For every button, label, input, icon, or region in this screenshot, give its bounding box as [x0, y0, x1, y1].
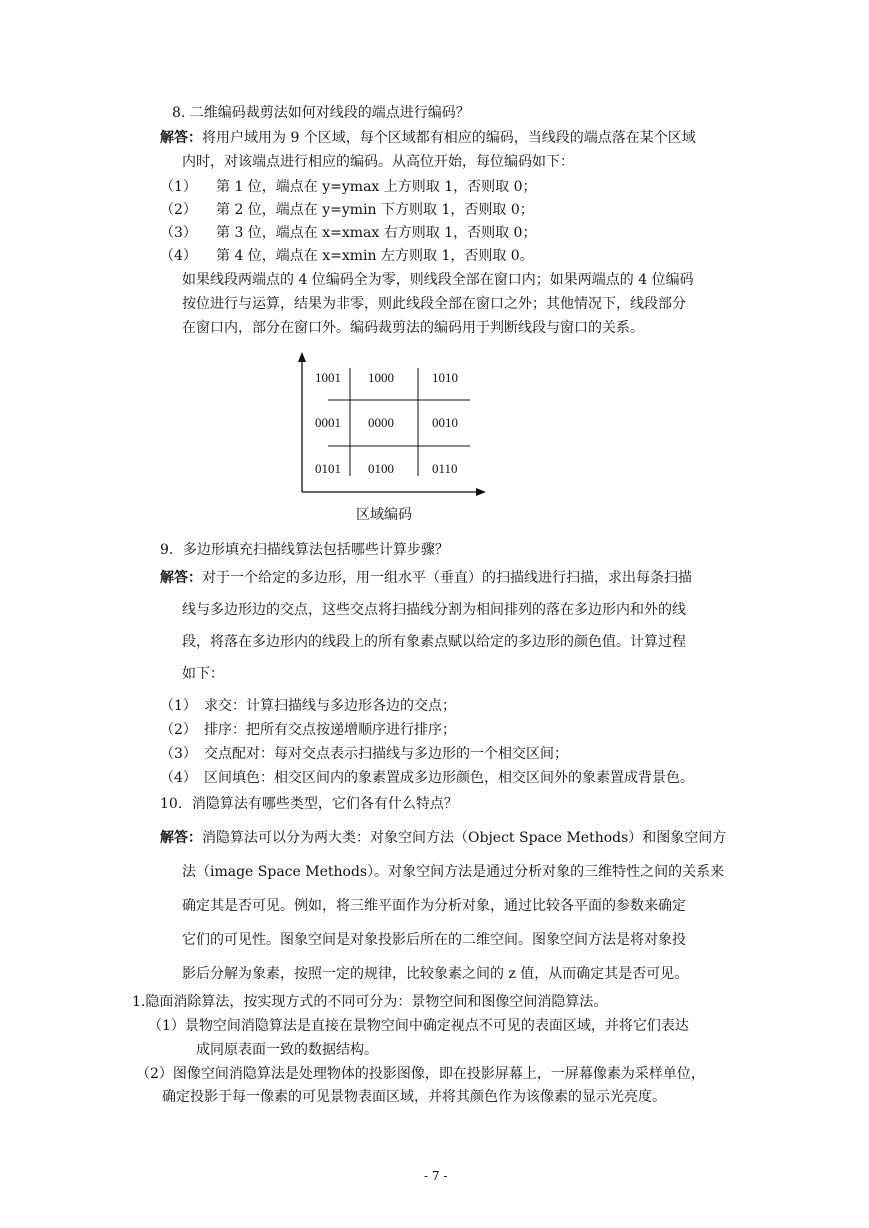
q8-answer-line-1 — [160, 128, 696, 148]
q8-answer-line-2: 内时，对该端点进行相应的编码。从高位开始，每位编码如下： — [182, 154, 574, 170]
q8-item-4-num: （4） — [160, 248, 197, 264]
q9-answer-line-1 — [160, 568, 692, 588]
answer-label: 解答： — [160, 830, 202, 846]
q9-item-3-num: （3） — [160, 746, 197, 762]
answer-text: 将用户域用为 9 个区域，每个区域都有相应的编码，当线段的端点落在某个区域 — [202, 130, 696, 146]
q8-item-1-num: （1） — [160, 179, 197, 195]
code-0010: 0010 — [432, 415, 458, 430]
code-0100: 0100 — [368, 461, 394, 476]
q9-answer-line-3: 段，将落在多边形内的线段上的所有象素点赋以给定的多边形的颜色值。计算过程 — [182, 634, 686, 650]
answer-label: 解答： — [160, 130, 202, 146]
diagram-caption: 区域编码 — [356, 507, 412, 523]
q9-question: 9．多边形填充扫描线算法包括哪些计算步骤？ — [160, 542, 449, 558]
q10-answer-line-2: 法（image Space Methods）。对象空间方法是通过分析对象的三维特性之间的关系来 — [182, 864, 725, 880]
q8-item-1-text: 第 1 位，端点在 y=ymax 上方则取 1，否则取 0； — [216, 179, 537, 195]
q8-para-line-1: 如果线段两端点的 4 位编码全为零，则线段全部在窗口内；如果两端点的 4 位编码 — [182, 272, 694, 288]
answer-label: 解答： — [160, 570, 202, 586]
q8-item-2-text: 第 2 位，端点在 y=ymin 下方则取 1，否则取 0； — [216, 202, 534, 218]
q10-question: 10．消隐算法有哪些类型，它们各有什么特点？ — [160, 796, 458, 812]
q9-item-4-text: 区间填色：相交区间内的象素置成多边形颜色，相交区间外的象素置成背景色。 — [204, 770, 694, 786]
extra-line-5: 确定投影于每一像素的可见景物表面区域，并将其颜色作为该像素的显示光亮度。 — [162, 1089, 666, 1105]
q10-answer-line-4: 它们的可见性。图象空间是对象投影后所在的二维空间。图象空间方法是将对象投 — [182, 932, 686, 948]
q9-item-1-text: 求交：计算扫描线与多边形各边的交点； — [204, 698, 456, 714]
code-0110: 0110 — [432, 461, 458, 476]
q9-answer-line-4: 如下： — [182, 666, 224, 682]
code-1001: 1001 — [315, 370, 341, 385]
code-1000: 1000 — [368, 370, 394, 385]
q9-item-1-num: （1） — [160, 698, 197, 714]
code-0000: 0000 — [368, 415, 394, 430]
code-0101: 0101 — [315, 461, 341, 476]
q8-item-2-num: （2） — [160, 202, 197, 218]
region-code-diagram — [292, 350, 492, 530]
q9-answer-line-2: 线与多边形边的交点，这些交点将扫描线分割为相间排列的落在多边形内和外的线 — [182, 602, 686, 618]
q8-item-3-text: 第 3 位，端点在 x=xmax 右方则取 1，否则取 0； — [216, 225, 537, 241]
q10-answer-line-3: 确定其是否可见。例如，将三维平面作为分析对象，通过比较各平面的参数来确定 — [182, 898, 686, 914]
extra-line-4: （2）图像空间消隐算法是处理物体的投影图像，即在投影屏幕上，一屏幕像素为采样单位， — [136, 1066, 705, 1082]
q8-item-4-text: 第 4 位，端点在 x=xmin 左方则取 1，否则取 0。 — [216, 248, 534, 264]
extra-line-2: （1）景物空间消隐算法是直接在景物空间中确定视点不可见的表面区域，并将它们表达 — [148, 1018, 689, 1034]
y-axis-arrow-icon — [298, 352, 306, 362]
q8-para-line-3: 在窗口内，部分在窗口外。编码裁剪法的编码用于判断线段与窗口的关系。 — [182, 320, 644, 336]
extra-line-3: 成同原表面一致的数据结构。 — [196, 1042, 378, 1058]
q9-item-3-text: 交点配对：每对交点表示扫描线与多边形的一个相交区间； — [204, 746, 568, 762]
x-axis-arrow-icon — [476, 488, 486, 496]
code-1010: 1010 — [432, 370, 458, 385]
q9-item-4-num: （4） — [160, 770, 197, 786]
answer-text: 对于一个给定的多边形，用一组水平（垂直）的扫描线进行扫描，求出每条扫描 — [202, 570, 692, 586]
q9-item-2-text: 排序：把所有交点按递增顺序进行排序； — [204, 722, 456, 738]
q8-para-line-2: 按位进行与运算，结果为非零，则此线段全部在窗口之外；其他情况下，线段部分 — [182, 296, 686, 312]
q9-item-2-num: （2） — [160, 722, 197, 738]
code-0001: 0001 — [315, 415, 341, 430]
q10-answer-line-5: 影后分解为象素，按照一定的规律，比较象素之间的 z 值，从而确定其是否可见。 — [182, 966, 689, 982]
extra-line-1: 1.隐面消除算法，按实现方式的不同可分为：景物空间和图像空间消隐算法。 — [132, 994, 608, 1010]
answer-text: 消隐算法可以分为两大类：对象空间方法（Object Space Methods）和图象空间方 — [202, 830, 727, 846]
q10-answer-line-1 — [160, 828, 726, 848]
q8-item-3-num: （3） — [160, 225, 197, 241]
page-number: - 7 - — [424, 1169, 448, 1183]
q8-question: 8. 二维编码裁剪法如何对线段的端点进行编码？ — [172, 105, 470, 121]
